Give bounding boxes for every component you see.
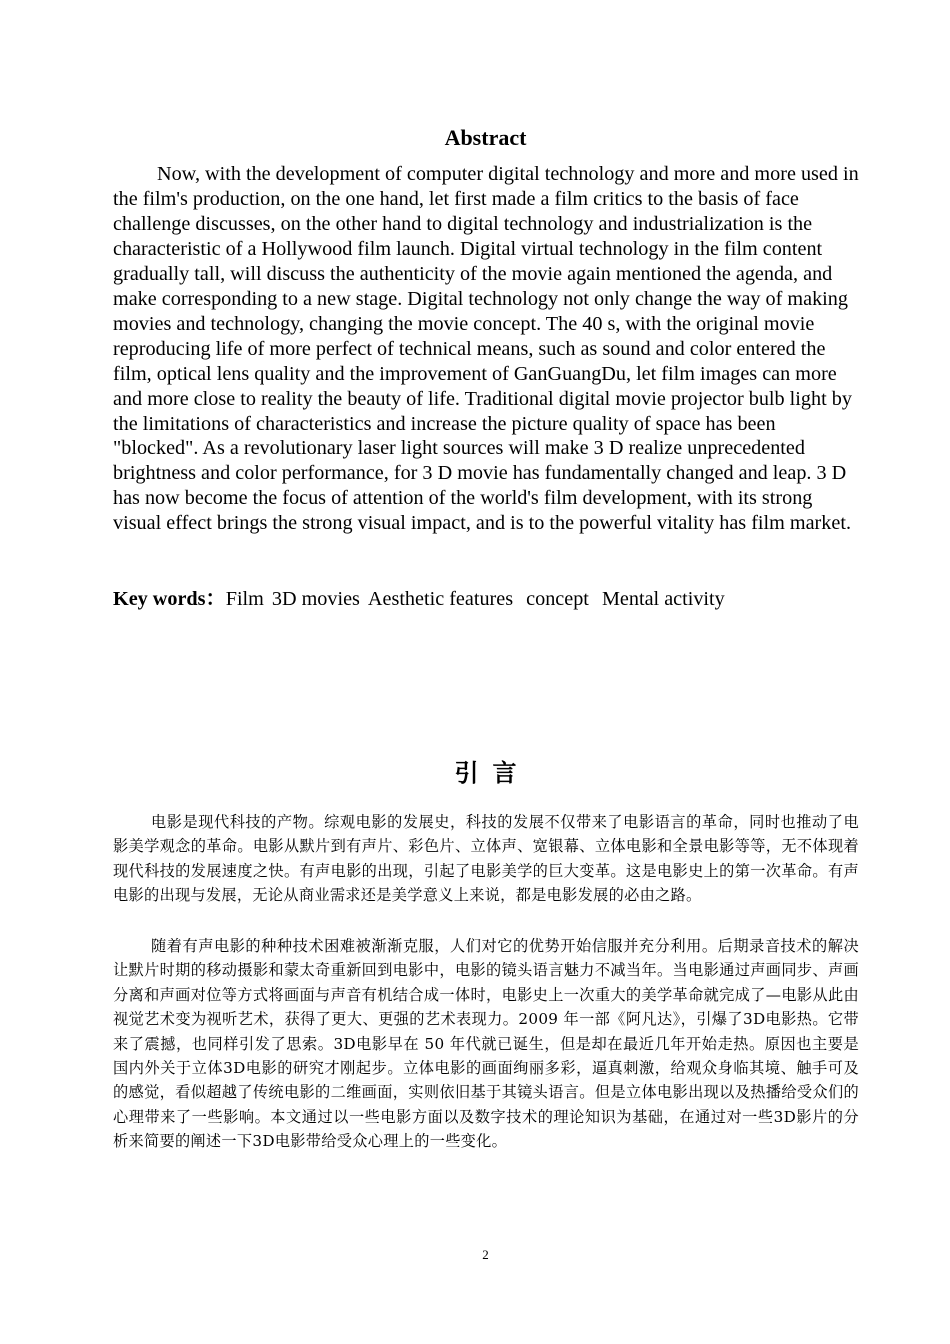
- introduction-paragraph: 电影是现代科技的产物。综观电影的发展史，科技的发展不仅带来了电影语言的革命，同时也推动了电影美学观念的革命。电影从默片到有声片、彩色片、立体声、宽银幕、立体电影和全景电影等等，无不体现着现代科技的发展速度之快。有声电影的出现，引起了电影美学的巨大变革。这是电影史上的第一次革命。有声电影的出现与发展，无论从商业需求还是美学意义上来说，都是电影发展的必由之路。: [113, 813, 859, 905]
- keyword: Mental activity: [596, 588, 725, 610]
- keyword: concept: [521, 588, 589, 610]
- introduction-title: 引言: [454, 759, 531, 787]
- keyword: 3D movies: [271, 588, 360, 610]
- keywords-label: Key words：: [113, 588, 226, 610]
- abstract-title: Abstract: [444, 125, 527, 150]
- keyword: Aesthetic features: [367, 588, 514, 610]
- page-number: 2: [482, 1247, 489, 1262]
- abstract-body: Now, with the development of computer digital technology and more and more used in the film's production, on the one hand, let first made a film critics to the basis of face challenge discusses, on the other hand to digital technology and industrialization is the characteristic of a Hollywood film launch. Digital virtual technology in the film content gradually tall, will discuss the authenticity of the movie again mentioned the agenda, and make corresponding to a new stage. Digital technology not only change the way of making movies and technology, changing the movie concept. The 40 s, with the original movie reproducing life of more perfect of technical means, such as sound and color entered the film, optical lens quality and the improvement of GanGuangDu, let film images can more and more close to reality the beauty of life. Traditional digital movie projector bulb light by the limitations of characteristics and increase the picture quality of space has been "blocked". As a revolutionary laser light sources will make 3 D realize unprecedented brightness and color performance, for 3 D movie has fundamentally changed and leap. 3 D has now become the focus of attention of the world's film development, with its strong visual effect brings the strong visual impact, and is to the powerful vitality has film market.: [113, 163, 859, 535]
- keywords-line: [113, 587, 861, 612]
- introduction-paragraph: 随着有声电影的种种技术困难被渐渐克服，人们对它的优势开始信服并充分利用。后期录音技术的解决让默片时期的移动摄影和蒙太奇重新回到电影中，电影的镜头语言魅力不减当年。当电影通过声画同步、声画分离和声画对位等方式将画面与声音有机结合成一体时，电影史上一次重大的美学革命就完成了—电影从此由视觉艺术变为视听艺术，获得了更大、更强的艺术表现力。2009 年一部《阿凡达》，引爆了3D电影热。它带来了震撼，也同样引发了思索。3D电影早在 50 年代就已诞生，但是却在最近几年开始走热。原因也主要是国内外关于立体3D电影的研究才刚起步。立体电影的画面绚丽多彩，逼真刺激，给观众身临其境、触手可及的感觉，看似超越了传统电影的二维画面，实则依旧基于其镜头语言。但是立体电影出现以及热播给受众们的心理带来了一些影响。本文通过以一些电影方面以及数字技术的理论知识为基础，在通过对一些3D影片的分析来简要的阐述一下3D电影带给受众心理上的一些变化。: [113, 937, 859, 1151]
- keyword: Film: [225, 588, 264, 610]
